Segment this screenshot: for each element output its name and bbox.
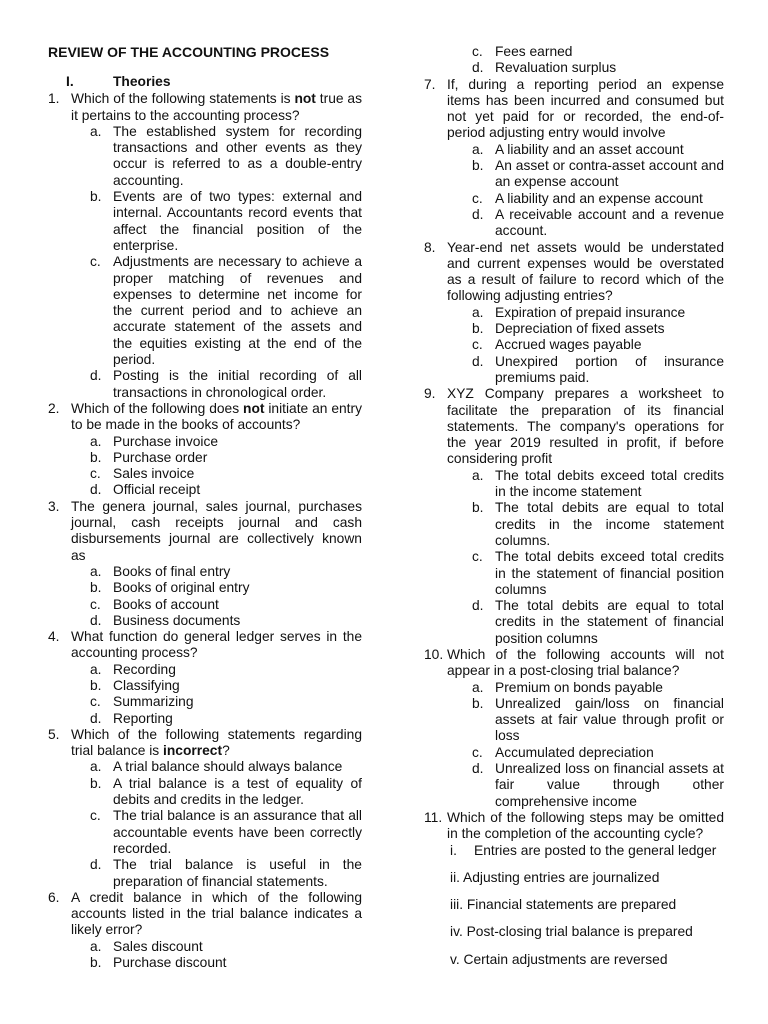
choice: d. The total debits are equal to total credits in the statement of financial position columns <box>472 598 724 646</box>
choice: a. Expiration of prepaid insurance <box>472 304 686 320</box>
choice: c. Adjustments are necessary to achieve a proper matching of revenues and expenses to determine net income for the current period and to achieve an accurate statement of the assets and the equities existing at the end of the period. <box>90 254 362 368</box>
section-label: Theories <box>113 74 171 90</box>
question-text: Which of the following statements regarding trial balance is incorrect? <box>71 726 362 759</box>
question-text: Which of the following does not initiate an entry to be made in the books of accounts? <box>71 400 362 433</box>
question-number: 11. <box>424 809 443 825</box>
roman-item: ii. Adjusting entries are journalized <box>450 869 660 885</box>
choice: a. Books of final entry <box>90 563 231 579</box>
choice: b. Depreciation of fixed assets <box>472 321 665 337</box>
question-text: A credit balance in which of the following accounts listed in the trial balance indicates a likely error? <box>71 889 362 938</box>
choice: a. The total debits exceed total credits in the income statement <box>472 467 724 500</box>
section-heading <box>48 74 362 91</box>
choice: a. The established system for recording transactions and other events as they occur is referred to as a double-entry accounting. <box>90 123 362 188</box>
choice: d. Unexpired portion of insurance premiums paid. <box>472 353 724 385</box>
question-text: Which of the following statements is not true as it pertains to the accounting process? <box>71 91 362 123</box>
choice: b. Books of original entry <box>90 580 250 596</box>
choice: d. The trial balance is useful in the preparation of financial statements. <box>90 857 362 889</box>
choice: a. A liability and an asset account <box>472 141 684 157</box>
choice: c. Accumulated depreciation <box>472 744 654 760</box>
question-number: 10. <box>424 646 444 662</box>
choice: b. Purchase order <box>90 449 208 465</box>
choice: b. Events are of two types: external and internal. Accountants record events that affect the financial position of the enterprise. <box>90 189 362 253</box>
choice: b. Purchase discount <box>90 955 227 971</box>
choice: b. Classifying <box>90 677 180 693</box>
question-1 <box>48 91 362 401</box>
choice: d. Posting is the initial recording of all transactions in chronological order. <box>90 368 362 400</box>
question-number: 4. <box>48 629 60 645</box>
choice: a. Premium on bonds payable <box>472 679 663 695</box>
roman-item: i. Entries are posted to the general ledger <box>450 842 717 858</box>
question-number: 9. <box>424 386 436 402</box>
question-text: If, during a reporting period an expense items has been incurred and consumed but not yet paid for or recorded, the end-of-period adjusting entry would involve <box>447 76 724 141</box>
choice: c. Fees earned <box>472 44 573 59</box>
question-text: What function do general ledger serves in the accounting process? <box>71 629 362 661</box>
choice: b. An asset or contra-asset account and an expense account <box>472 158 724 190</box>
choice: b. A trial balance is a test of equality of debits and credits in the ledger. <box>90 775 362 808</box>
choice: b. The total debits are equal to total credits in the income statement columns. <box>472 500 724 548</box>
question-number: 6. <box>48 889 60 905</box>
question-2 <box>48 401 362 499</box>
question-text: XYZ Company prepares a worksheet to facilitate the preparation of its financial statements. The company's operations for the year 2019 resulted in profit, if before considering profit <box>447 386 724 467</box>
choice: a. Recording <box>90 661 176 677</box>
question-text: Which of the following accounts will not appear in a post-closing trial balance? <box>447 646 724 679</box>
question-number: 1. <box>48 91 60 107</box>
question-5 <box>48 727 362 890</box>
choice: d. Unrealized loss on financial assets at fair value through other comprehensive income <box>472 761 724 809</box>
question-10 <box>424 647 724 810</box>
question-number: 5. <box>48 726 60 742</box>
question-number: 3. <box>48 498 60 514</box>
roman-item: iii. Financial statements are prepared <box>450 897 677 913</box>
document-title: REVIEW OF THE ACCOUNTING PROCESS <box>48 44 330 60</box>
choice: d. Business documents <box>90 612 241 628</box>
left-column <box>48 44 362 971</box>
choice: d. A receivable account and a revenue account. <box>472 206 724 239</box>
question-text: Year-end net assets would be understated and current expenses would be overstated as a result of failure to record which of the following adjusting entries? <box>447 239 724 304</box>
roman-item: v. Certain adjustments are reversed <box>450 951 668 967</box>
choice: c. A liability and an expense account <box>472 190 703 206</box>
roman-item: iv. Post-closing trial balance is prepared <box>450 924 693 940</box>
question-6 <box>48 890 362 971</box>
question-3 <box>48 499 362 629</box>
question-6-continued <box>424 44 724 77</box>
choice: c. Books of account <box>90 596 219 612</box>
right-column <box>424 44 724 968</box>
question-number: 7. <box>424 76 436 92</box>
question-7 <box>424 77 724 240</box>
choice: c. Accrued wages payable <box>472 337 642 353</box>
question-text: The genera journal, sales journal, purchases journal, cash receipts journal and cash disbursements journal are collectively known as <box>71 498 362 563</box>
choice: a. Purchase invoice <box>90 433 219 449</box>
question-4 <box>48 629 362 727</box>
question-number: 2. <box>48 400 60 416</box>
question-text: Which of the following steps may be omitted in the completion of the accounting cycle? <box>447 809 724 842</box>
choice: a. A trial balance should always balance <box>90 759 343 775</box>
choice: c. Sales invoice <box>90 466 195 482</box>
choice: c. The trial balance is an assurance that all accountable events have been correctly recorded. <box>90 808 362 856</box>
question-number: 8. <box>424 239 436 255</box>
choice: a. Sales discount <box>90 938 203 954</box>
question-9 <box>424 386 724 647</box>
choice: d. Reporting <box>90 710 173 726</box>
choice: d. Official receipt <box>90 482 201 498</box>
choice: c. Summarizing <box>90 694 194 710</box>
choice: d. Revaluation surplus <box>472 60 617 76</box>
choice: b. Unrealized gain/loss on financial assets at fair value through profit or loss <box>472 695 724 744</box>
question-8 <box>424 240 724 387</box>
choice: c. The total debits exceed total credits in the statement of financial position columns <box>472 549 724 597</box>
section-number: I. <box>66 74 74 90</box>
question-11 <box>424 810 724 968</box>
